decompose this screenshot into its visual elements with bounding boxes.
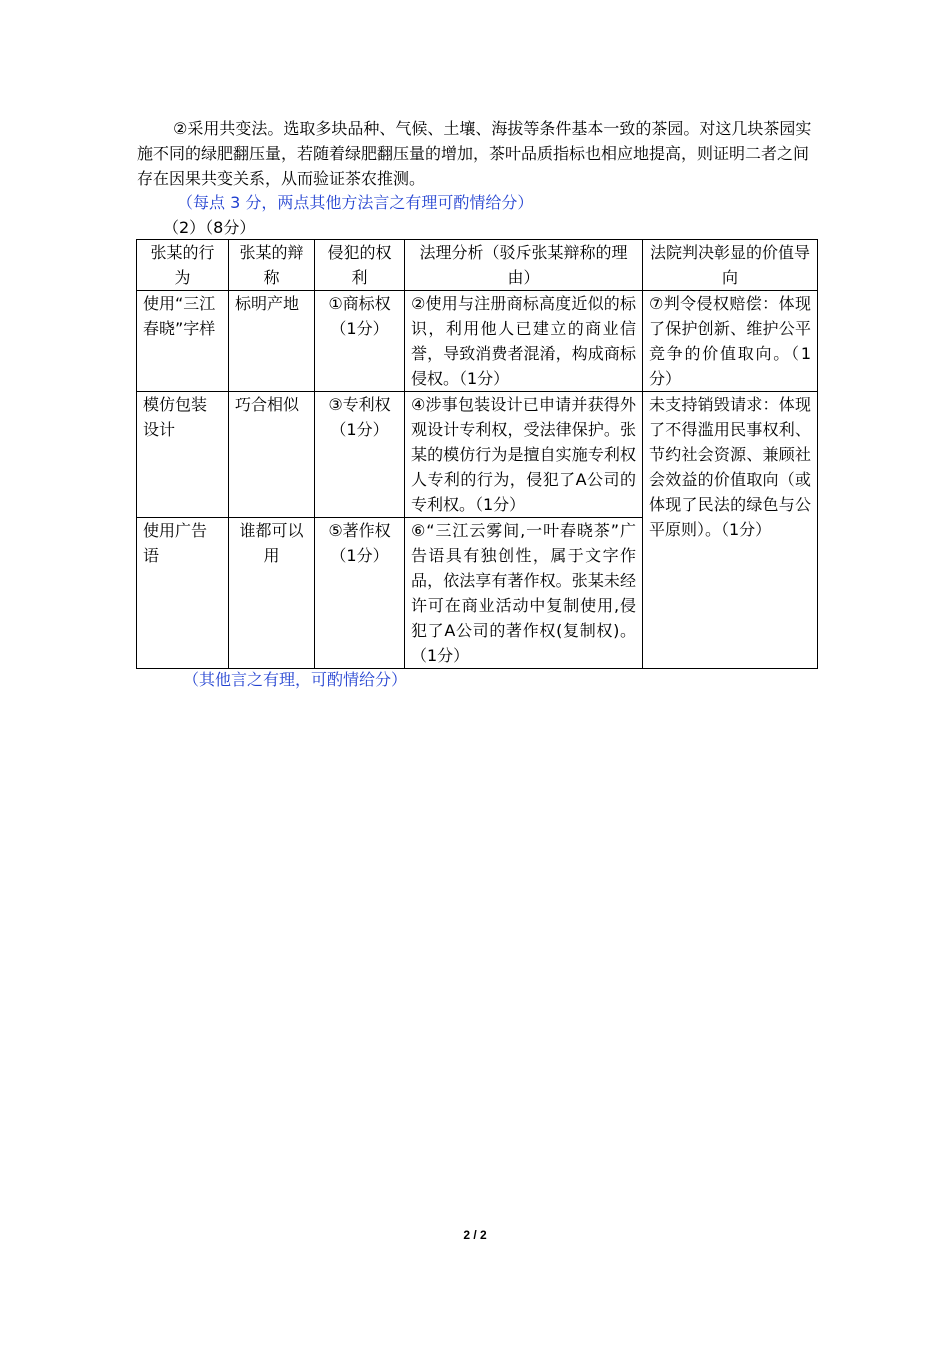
table-row — [137, 392, 818, 518]
cell-analysis: ②使用与注册商标高度近似的标识，利用他人已建立的商业信誉，导致消费者混淆，构成商标侵权。（1分） — [405, 291, 643, 392]
cell-value: ⑦判令侵权赔偿：体现了保护创新、维护公平竞争的价值取向。（1分） — [643, 291, 818, 392]
cell-right: ①商标权（1分） — [315, 291, 405, 392]
cell-behavior: 使用广告语 — [137, 518, 229, 669]
cell-right: ⑤著作权（1分） — [315, 518, 405, 669]
method-paragraph: ②采用共变法。选取多块品种、气候、土壤、海拔等条件基本一致的茶园。对这几块茶园实施不同的绿肥翻压量，若随着绿肥翻压量的增加，茶叶品质指标也相应地提高，则证明二者之间存在因果共变关系，从而验证茶农推测。 — [137, 119, 812, 188]
cell-claim: 标明产地 — [229, 291, 315, 392]
cell-behavior: 使用“三江春晓”字样 — [137, 291, 229, 392]
cell-value: 未支持销毁请求：体现了不得滥用民事权利、节约社会资源、兼顾社会效益的价值取向（或体现了民法的绿色与公平原则）。（1分） — [643, 392, 818, 669]
scoring-note-other: （其他言之有理，可酌情给分） — [183, 670, 408, 689]
scoring-note: （每点 3 分，两点其他方法言之有理可酌情给分） — [177, 193, 534, 212]
header-right: 侵犯的权利 — [315, 240, 405, 291]
cell-claim: 谁都可以用 — [229, 518, 315, 669]
cell-analysis: ⑥“三江云雾间,一叶春晓茶”广告语具有独创性，属于文字作品，依法享有著作权。张某未经许可在商业活动中复制使用,侵犯了A公司的著作权(复制权)。（1分） — [405, 518, 643, 669]
header-value: 法院判决彰显的价值导向 — [643, 240, 818, 291]
header-analysis: 法理分析（驳斥张某辩称的理由） — [405, 240, 643, 291]
cell-claim: 巧合相似 — [229, 392, 315, 518]
header-claim: 张某的辩称 — [229, 240, 315, 291]
header-behavior: 张某的行为 — [137, 240, 229, 291]
question-heading: （2）（8分） — [163, 218, 256, 237]
answer-table — [136, 239, 818, 669]
table-header-row — [137, 240, 818, 291]
cell-analysis: ④涉事包装设计已申请并获得外观设计专利权，受法律保护。张某的模仿行为是擅自实施专利权人专利的行为，侵犯了A公司的专利权。（1分） — [405, 392, 643, 518]
cell-behavior: 模仿包装设计 — [137, 392, 229, 518]
page-number: 2 / 2 — [463, 1228, 487, 1242]
table-row — [137, 291, 818, 392]
cell-right: ③专利权（1分） — [315, 392, 405, 518]
